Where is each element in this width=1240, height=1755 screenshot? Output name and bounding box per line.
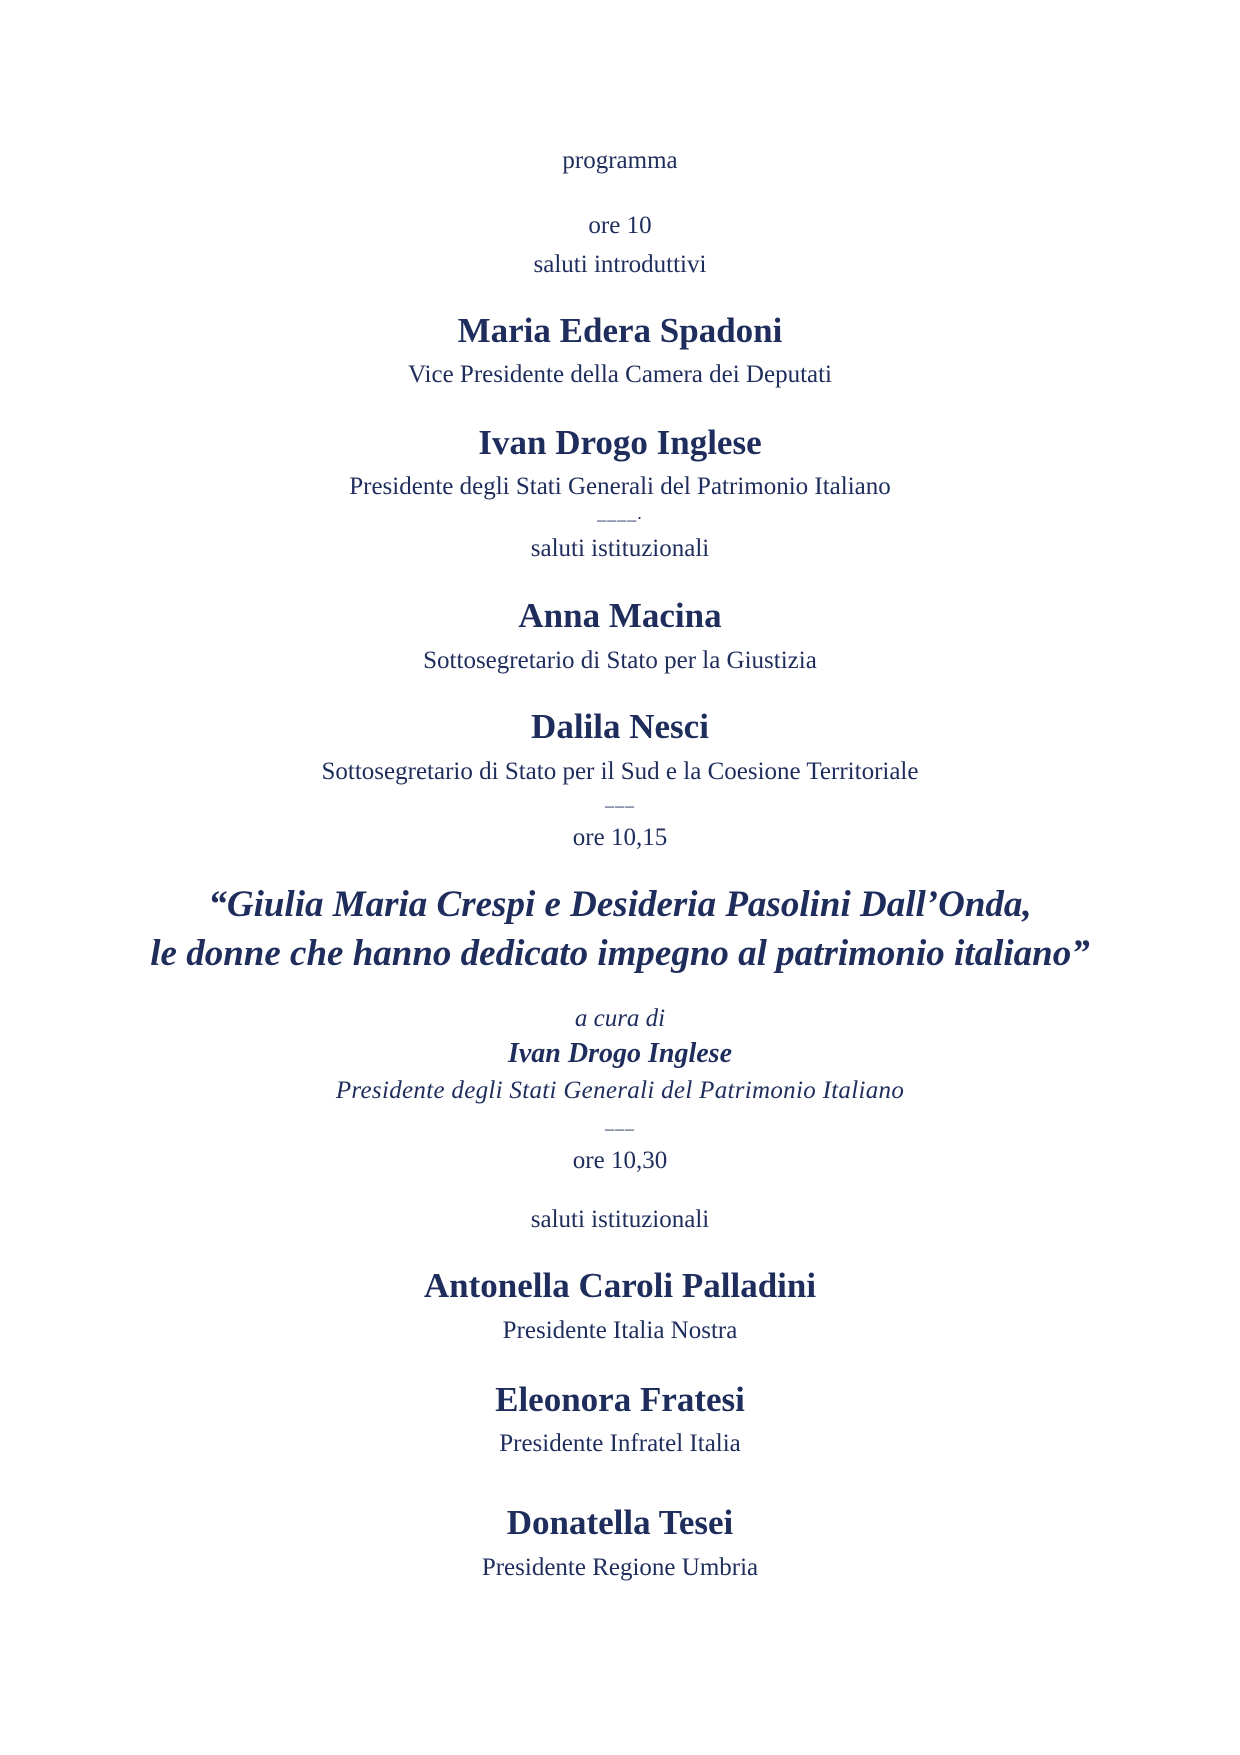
speaker-role: Presidente degli Stati Generali del Patrimonio Italiano — [349, 473, 891, 500]
program-heading: programma — [562, 147, 678, 174]
section-intro: saluti introduttivi — [533, 251, 707, 278]
speaker-role: Presidente Italia Nostra — [502, 1317, 738, 1344]
speaker-name: Maria Edera Spadoni — [457, 311, 783, 350]
speaker-name: Donatella Tesei — [506, 1503, 734, 1542]
curated-label: a cura di — [574, 1005, 666, 1032]
separator: ___ — [605, 789, 635, 809]
speaker-name: Ivan Drogo Inglese — [478, 423, 762, 462]
time-1: ore 10 — [588, 212, 652, 239]
speaker-name: Eleonora Fratesi — [495, 1380, 745, 1419]
speaker-role: Presidente Regione Umbria — [481, 1554, 759, 1581]
time-3: ore 10,30 — [572, 1147, 668, 1174]
speaker-name: Anna Macina — [518, 596, 722, 635]
speaker-role: Presidente Infratel Italia — [499, 1430, 741, 1457]
speaker-name: Antonella Caroli Palladini — [423, 1266, 817, 1305]
time-2: ore 10,15 — [572, 824, 668, 851]
curator-name: Ivan Drogo Inglese — [507, 1038, 732, 1069]
talk-title-line-1: “Giulia Maria Crespi e Desideria Pasolini Dall’Onda, — [208, 884, 1032, 925]
separator: ___ — [605, 1112, 635, 1132]
speaker-name: Dalila Nesci — [531, 707, 709, 746]
curator-role: Presidente degli Stati Generali del Patrimonio Italiano — [335, 1077, 905, 1104]
speaker-role: Vice Presidente della Camera dei Deputati — [407, 361, 833, 388]
section-institutional: saluti istituzionali — [530, 1206, 710, 1233]
speaker-role: Sottosegretario di Stato per il Sud e la Coesione Territoriale — [321, 758, 919, 785]
separator: ____. — [597, 503, 643, 523]
speaker-role: Sottosegretario di Stato per la Giustizia — [423, 647, 817, 674]
section-institutional: saluti istituzionali — [530, 535, 710, 562]
talk-title-line-2: le donne che hanno dedicato impegno al patrimonio italiano” — [150, 933, 1090, 974]
